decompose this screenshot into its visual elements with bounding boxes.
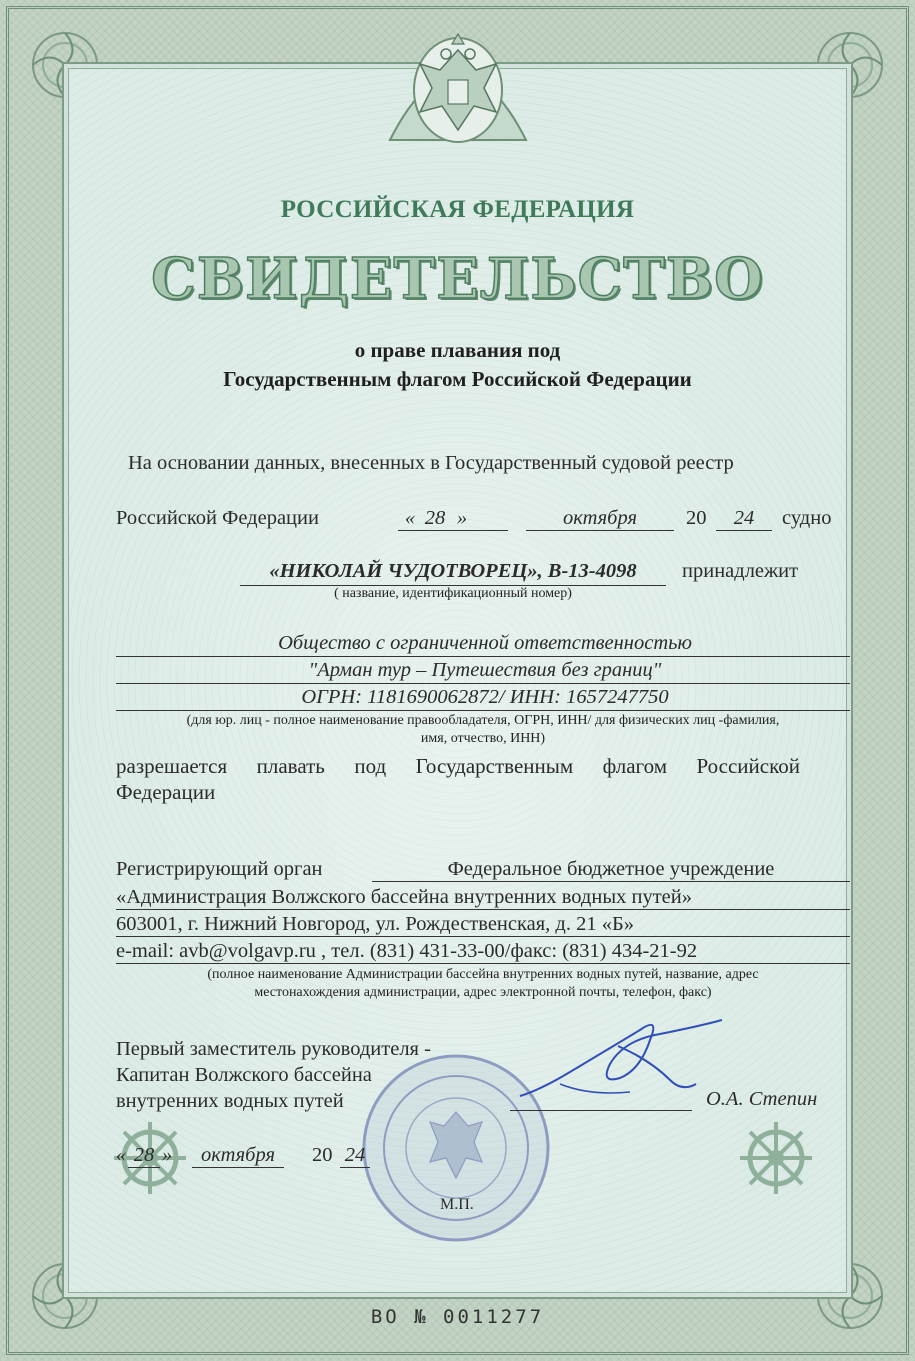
vessel-name-id: «НИКОЛАЙ ЧУДОТВОРЕЦ», В-13-4098 [269, 560, 637, 582]
sign-year-underline [340, 1167, 370, 1168]
sign-year-prefix: 20 [312, 1144, 333, 1166]
owner-line-1: Общество с ограниченной ответственностью [278, 632, 692, 654]
permission-word: плавать [256, 754, 325, 778]
authority-line-2: «Администрация Волжского бассейна внутренних водных путей» [116, 886, 692, 908]
registry-year: 24 [733, 507, 755, 529]
registry-intro: На основании данных, внесенных в Государственный судовой реестр [128, 452, 734, 474]
permission-word: разрешается [116, 754, 228, 778]
serial-number: ВО № 0011277 [370, 1306, 545, 1328]
day-close-quote: » [456, 507, 468, 529]
sign-month: октября [201, 1144, 275, 1166]
registry-month: октября [563, 507, 637, 529]
document-title: СВИДЕТЕЛЬСТВО [151, 246, 764, 312]
authority-underline-4 [116, 963, 850, 964]
authority-underline-1 [372, 881, 850, 882]
owner-hint-1: (для юр. лиц - полное наименование правообладателя, ОГРН, ИНН/ для физических лиц -фамилия, [186, 713, 780, 728]
vessel-hint: ( название, идентификационный номер) [334, 586, 572, 601]
stamp-label: М.П. [440, 1196, 474, 1213]
authority-line-4: e-mail: avb@volgavp.ru , тел. (831) 431-33-00/факс: (831) 434-21-92 [116, 940, 698, 962]
belongs-label: принадлежит [682, 560, 799, 582]
permission-word: Российской [696, 754, 800, 778]
authority-hint-2: местонахождения администрации, адрес электронной почты, телефон, факс) [254, 985, 712, 1000]
day-open-quote: « [404, 507, 416, 529]
permission-line-2: Федерации [116, 780, 216, 804]
signature-icon [500, 1000, 740, 1110]
owner-line-2: "Арман тур – Путешествия без границ" [308, 659, 662, 681]
authority-line-3: 603001, г. Нижний Новгород, ул. Рождественская, д. 21 «Б» [116, 913, 634, 935]
signatory-name: О.А. Степин [706, 1088, 818, 1110]
month-underline [526, 530, 674, 531]
owner-hint-2: имя, отчество, ИНН) [420, 731, 546, 746]
sign-day: 28 [133, 1144, 155, 1166]
sign-day-underline [128, 1167, 160, 1168]
sign-month-underline [192, 1167, 284, 1168]
ship-wheel-icon [736, 1118, 816, 1198]
rf-label: Российской Федерации [116, 507, 319, 529]
signature-line [510, 1110, 692, 1111]
permission-word: под [354, 754, 387, 778]
authority-line-1: Федеральное бюджетное учреждение [447, 858, 775, 880]
sign-year: 24 [344, 1144, 366, 1166]
authority-underline-2 [116, 909, 850, 910]
subtitle-line-2: Государственным флагом Российской Федерации [223, 367, 692, 391]
subtitle-line-1: о праве плавания под [354, 338, 561, 362]
year-prefix: 20 [686, 507, 707, 529]
country-heading: РОССИЙСКАЯ ФЕДЕРАЦИЯ [280, 196, 635, 223]
authority-underline-3 [116, 936, 850, 937]
registry-day: 28 [424, 507, 446, 529]
permission-line-1 [116, 754, 800, 779]
permission-word: Государственным [415, 754, 574, 778]
coat-of-arms-icon [380, 20, 536, 160]
day-underline [398, 530, 508, 531]
vessel-word: судно [782, 507, 832, 529]
signatory-position-2: Капитан Волжского бассейна [116, 1064, 372, 1086]
sign-day-close-quote: » [161, 1144, 173, 1166]
authority-hint-1: (полное наименование Администрации бассейна внутренних водных путей, название, адрес [207, 967, 759, 982]
sign-day-open-quote: « [115, 1144, 127, 1166]
owner-underline-3 [116, 710, 850, 711]
permission-word: флагом [602, 754, 667, 778]
signatory-position-3: внутренних водных путей [116, 1090, 344, 1112]
year-underline [716, 530, 772, 531]
owner-underline-1 [116, 656, 850, 657]
owner-line-3: ОГРН: 1181690062872/ ИНН: 1657247750 [301, 686, 669, 708]
authority-label: Регистрирующий орган [116, 858, 323, 880]
owner-underline-2 [116, 683, 850, 684]
signatory-position-1: Первый заместитель руководителя - [116, 1038, 431, 1060]
